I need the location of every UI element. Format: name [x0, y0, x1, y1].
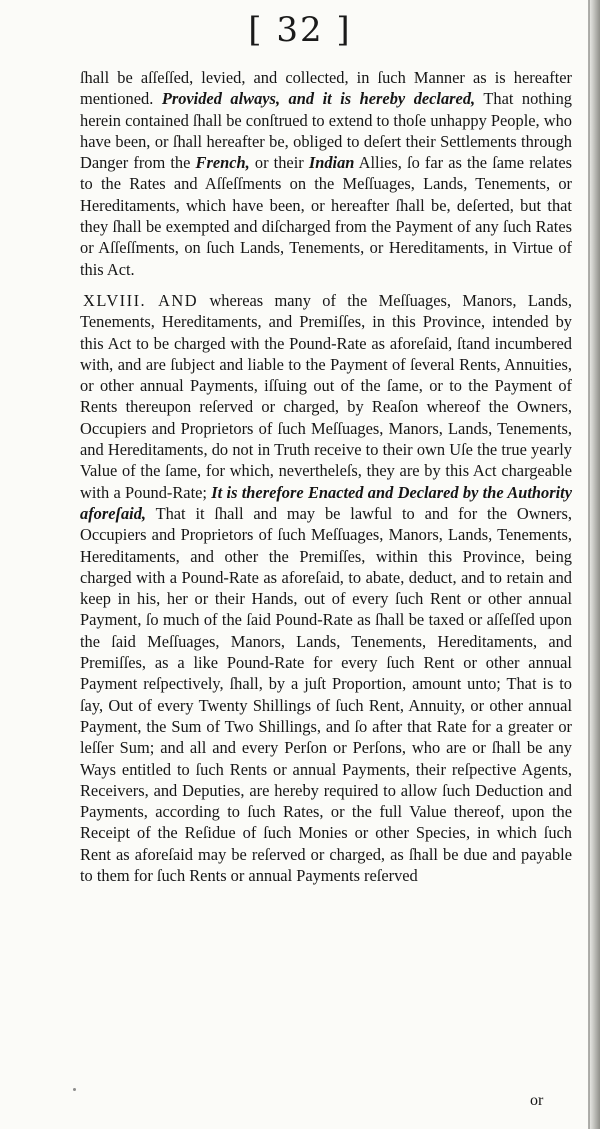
catchword: or — [530, 1092, 544, 1109]
paragraph-1-text-b: That nothing herein contained ſhall be conſtrued to extend to thoſe unhappy People, who have been, or ſhall hereafter be, obliged to deſert their Settlements through Danger from the — [80, 89, 573, 173]
body-text — [80, 67, 572, 886]
paragraph-1-text-d: Allies, ſo far as the ſame relates to the Rates and Aſſeſſments on the Meſſuages, Lands, Tenements, or Hereditaments, which have been, or hereafter ſhall be, deſerted, but that they ſhall be exempted and diſcharged from the Payment of any ſuch Rates or Aſſeſſments, on ſuch Lands, Tenements, or Hereditaments, in Virtue of this Act. — [80, 153, 572, 279]
paragraph-2-italic-enactment: It is therefore Enacted and Declared by the Authority aforeſaid, — [80, 482, 572, 523]
paragraph-2 — [80, 290, 572, 886]
page-edge-line — [588, 0, 590, 1129]
paragraph-2-text-b: That it ſhall and may be lawful to and for the Owners, Occupiers and Proprietors of ſuch Meſſuages, Manors, Lands, Tenements, Hereditaments, and other the Premiſſes, within this Province, being charged with a Pound-Rate as aforeſaid, to abate, deduct, and to retain and keep in his, her or their Hands, out of every ſuch Rent or other annual Payment, ſo much of the ſaid Pound-Rate as ſhall be taxed or aſſeſſed upon the ſaid Meſſuages, Manors, Lands, Tenements, Hereditaments, and Premiſſes, as a like Pound-Rate for every ſuch Rent or other annual Payment reſpectively, ſhall, by a juſt Proportion, amount unto; That is to ſay, Out of every Twenty Shillings of ſuch Rent, Annuity, or other annual Payment, the Sum of Two Shillings, and ſo after that Rate for a greater or leſſer Sum; and all and every Perſon or Perſons, who are or ſhall be any Ways entitled to ſuch Rents or annual Payments, their reſpective Agents, Receivers, and Deputies, are hereby required to allow ſuch Deduction and Payments, according to ſuch Rates, or the full Value thereof, upon the Receipt of the Reſidue of ſuch Monies or other Species, in which ſuch Rent as aforeſaid may be reſerved or charged, as ſhall be due and payable to them for ſuch Rents or annual Payments reſerved — [80, 503, 572, 885]
section-numeral: XLVIII. AND — [83, 290, 199, 310]
paragraph-1-italic-proviso: Provided always, and it is hereby declared, — [161, 89, 476, 109]
paragraph-2-text-a: whereas many of the Meſſuages, Manors, Lands, Tenements, Hereditaments, and Premiſſes, in this Province, intended by this Act to be charged with the Pound-Rate as aforeſaid, ſtand incumbered with, and are ſubject and liable to the Payment of ſeveral Rents, Annuities, or other annual Payments, iſſuing out of the ſame, or to the Payment of Rents thereupon reſerved or charged, by Reaſon whereof the Owners, Occupiers and Proprietors of ſuch Meſſuages, Manors, Lands, Tenements, and Hereditaments, do not in Truth receive to their own Uſe the true yearly Value of the ſame, for which, nevertheleſs, they are by this Act chargeable with a Pound-Rate; — [80, 290, 573, 502]
paragraph-1-text-c: or their — [249, 153, 309, 173]
paragraph-1-italic-french: French, — [195, 153, 250, 173]
print-speck — [73, 1088, 76, 1091]
page-number: [ 32 ] — [248, 10, 352, 50]
paragraph-1-text-a: ſhall be aſſeſſed, levied, and collected, in ſuch Manner as is hereafter mentioned. — [80, 68, 572, 109]
paragraph-1-italic-indian: Indian — [308, 153, 355, 173]
paragraph-1 — [80, 67, 572, 280]
